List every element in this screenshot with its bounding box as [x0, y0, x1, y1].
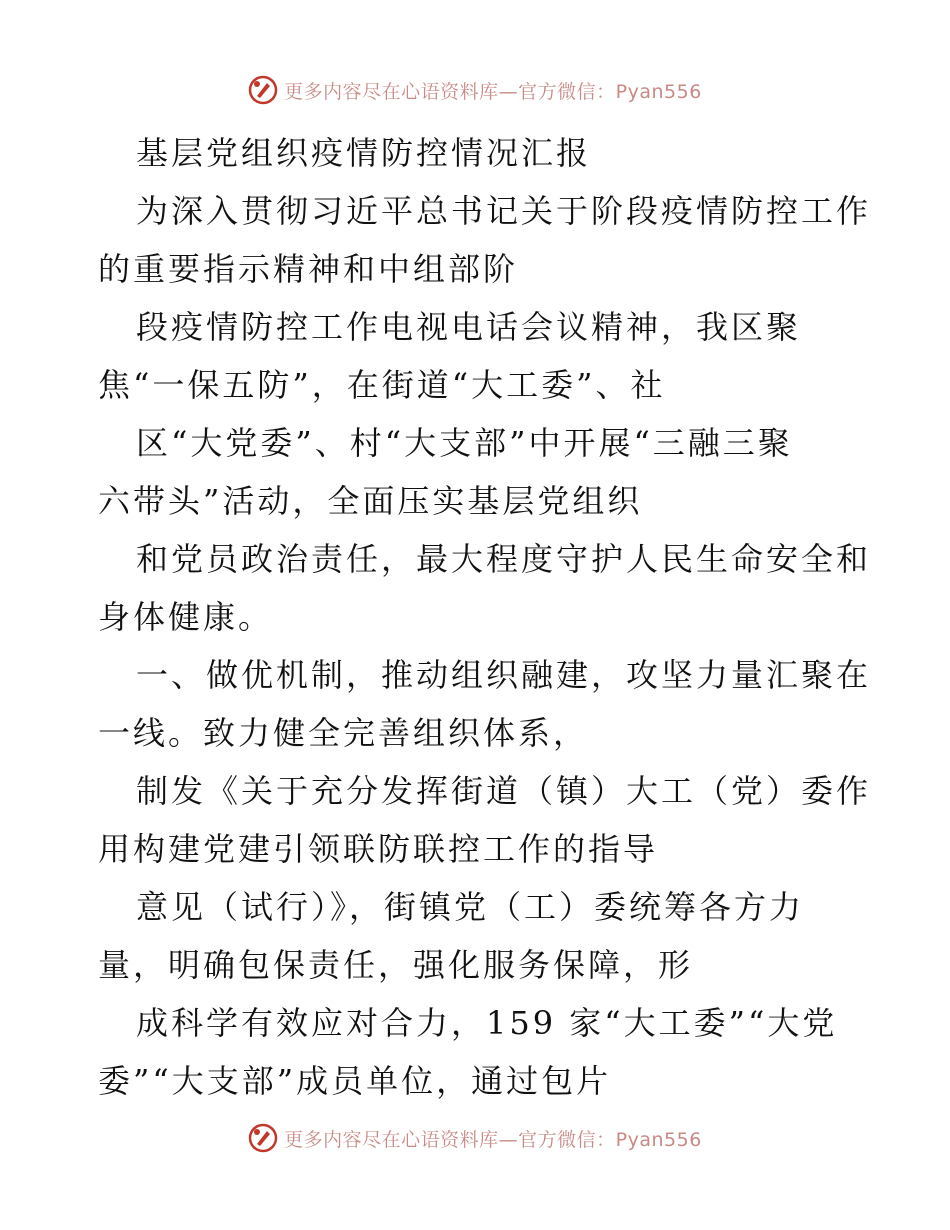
text-line: 制发《关于充分发挥街道（镇）大工（党）委作	[136, 772, 872, 810]
header-watermark	[0, 72, 950, 108]
text-line: 委”“大支部”成员单位，通过包片	[98, 1062, 612, 1100]
section-heading: 一、做优机制，推动组织融建，攻坚力量汇聚在	[136, 656, 872, 694]
document-title: 基层党组织疫情防控情况汇报	[136, 134, 592, 172]
watermark-text: 更多内容尽在心语资料库—官方微信：Pyan556	[284, 80, 702, 103]
text-line: 为深入贯彻习近平总书记关于阶段疫情防控工作	[136, 192, 872, 230]
footer-watermark	[0, 1120, 950, 1156]
text-line: 区“大党委”、村“大支部”中开展“三融三聚	[136, 424, 793, 462]
text-line: 段疫情防控工作电视电话会议精神，我区聚	[136, 308, 802, 346]
logo-icon	[248, 1123, 278, 1153]
logo-icon	[248, 75, 278, 105]
text-line: 身体健康。	[98, 598, 274, 636]
text-line: 和党员政治责任，最大程度守护人民生命安全和	[136, 540, 872, 578]
text-line: 焦“一保五防”，在街道“大工委”、社	[98, 366, 666, 404]
text-line: 的重要指示精神和中组部阶	[98, 250, 519, 288]
document-body	[98, 124, 872, 1110]
text-line: 意见（试行）》，街镇党（工）委统筹各方力	[136, 888, 805, 926]
text-line: 六带头”活动，全面压实基层党组织	[98, 482, 643, 520]
text-line: 成科学有效应对合力，159 家“大工委”“大党	[136, 1004, 838, 1042]
watermark-text: 更多内容尽在心语资料库—官方微信：Pyan556	[284, 1128, 702, 1151]
text-line: 一线。致力健全完善组织体系，	[98, 714, 589, 752]
text-line: 量，明确包保责任，强化服务保障，形	[98, 946, 694, 984]
text-line: 用构建党建引领联防联控工作的指导	[98, 830, 659, 868]
